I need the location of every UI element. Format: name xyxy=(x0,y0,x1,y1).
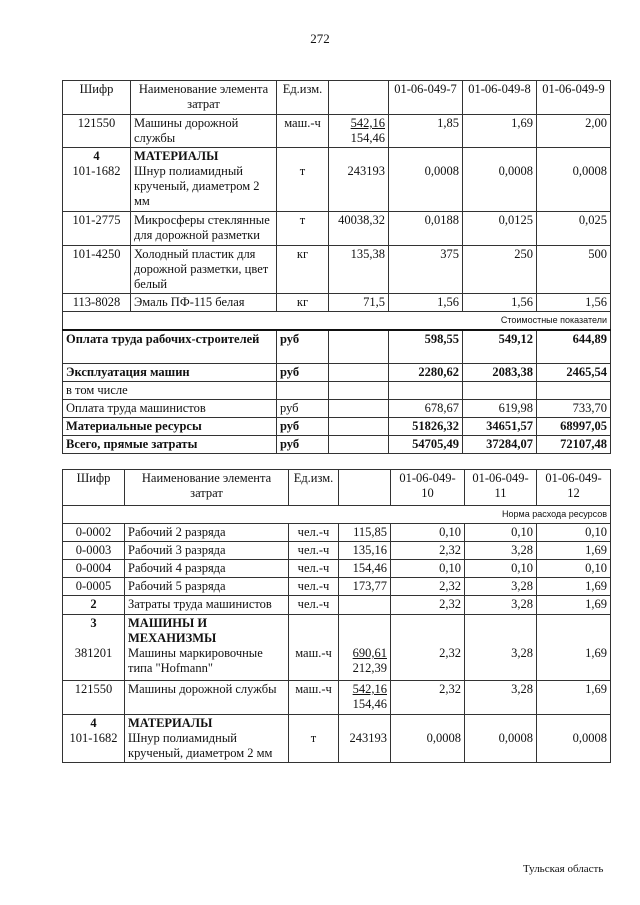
header-price xyxy=(329,81,389,115)
summary-empty xyxy=(329,417,389,435)
summary-label: Эксплуатация машин xyxy=(63,363,277,381)
row-name: МАШИНЫ И МЕХАНИЗМЫ Машины маркировочные типа "Hofmann" xyxy=(125,615,289,681)
row-code: 3 381201 xyxy=(63,615,125,681)
row-value-3: 1,69 xyxy=(537,596,611,615)
summary-value-3: 733,70 xyxy=(537,399,611,417)
price-primary: 542,16 xyxy=(352,682,387,696)
summary-value-1: 54705,49 xyxy=(389,435,463,453)
row-value-1: 2,32 xyxy=(391,596,465,615)
row-value-2: 250 xyxy=(463,246,537,294)
section-number: 4 xyxy=(93,149,100,163)
row-name: МАТЕРИАЛЫ Шнур полиамидный крученый, диаметром 2 мм xyxy=(125,715,289,763)
resource-table-1 xyxy=(62,80,611,454)
section-number: 4 xyxy=(90,716,97,730)
header-norm-11: 01-06-049-11 xyxy=(465,470,537,506)
summary-row xyxy=(63,435,611,453)
row-unit: чел.-ч xyxy=(289,596,339,615)
caption-row xyxy=(63,312,611,331)
header-name: Наименование элемента затрат xyxy=(125,470,289,506)
row-code: 113-8028 xyxy=(63,294,131,312)
row-name: Микросферы стеклянные для дорожной разметки xyxy=(131,212,277,246)
summary-label: Оплата труда машинистов xyxy=(63,399,277,417)
row-value-1: 1,56 xyxy=(389,294,463,312)
summary-label: Оплата труда рабочих-строителей xyxy=(63,330,277,363)
summary-value-3: 72107,48 xyxy=(537,435,611,453)
summary-value-3: 68997,05 xyxy=(537,417,611,435)
summary-empty xyxy=(329,435,389,453)
row-value-2: 0,10 xyxy=(465,524,537,542)
row-value-2: 0,10 xyxy=(465,560,537,578)
price-secondary: 212,39 xyxy=(352,661,387,675)
header-norm-10: 01-06-049-10 xyxy=(391,470,465,506)
summary-value-2 xyxy=(463,381,537,399)
price-secondary: 154,46 xyxy=(350,131,385,145)
header-unit: Ед.изм. xyxy=(277,81,329,115)
row-code: 101-2775 xyxy=(63,212,131,246)
row-value-3: 0,10 xyxy=(537,560,611,578)
table-row xyxy=(63,578,611,596)
table-row xyxy=(63,596,611,615)
row-value-1: 1,85 xyxy=(389,115,463,148)
summary-empty xyxy=(329,330,389,363)
summary-unit: руб xyxy=(277,330,329,363)
cost-caption: Стоимостные показатели xyxy=(63,312,611,331)
summary-value-1: 598,55 xyxy=(389,330,463,363)
header-norm-8: 01-06-049-8 xyxy=(463,81,537,115)
row-unit: т xyxy=(277,148,329,212)
row-value-2: 0,0008 xyxy=(465,715,537,763)
row-value-3: 0,025 xyxy=(537,212,611,246)
summary-value-3: 644,89 xyxy=(537,330,611,363)
summary-unit xyxy=(277,381,329,399)
summary-label: в том числе xyxy=(63,381,277,399)
summary-row xyxy=(63,330,611,363)
row-value-2: 3,28 xyxy=(465,542,537,560)
row-value-3: 500 xyxy=(537,246,611,294)
summary-row xyxy=(63,381,611,399)
header-norm-12: 01-06-049-12 xyxy=(537,470,611,506)
row-unit: маш.-ч xyxy=(289,615,339,681)
header-name: Наименование элемента затрат xyxy=(131,81,277,115)
row-value-3: 1,69 xyxy=(537,578,611,596)
row-name: Рабочий 3 разряда xyxy=(125,542,289,560)
row-price xyxy=(339,596,391,615)
row-value-3: 1,69 xyxy=(537,542,611,560)
table-row xyxy=(63,542,611,560)
row-name: МАТЕРИАЛЫ Шнур полиамидный крученый, диаметром 2 мм xyxy=(131,148,277,212)
table-row xyxy=(63,615,611,681)
row-price: 40038,32 xyxy=(329,212,389,246)
table-row xyxy=(63,560,611,578)
row-unit: маш.-ч xyxy=(277,115,329,148)
row-price: 154,46 xyxy=(339,560,391,578)
row-price xyxy=(329,115,389,148)
summary-label: Материальные ресурсы xyxy=(63,417,277,435)
section-title: МАТЕРИАЛЫ xyxy=(128,716,213,730)
summary-unit: руб xyxy=(277,417,329,435)
row-unit: кг xyxy=(277,294,329,312)
summary-value-1: 2280,62 xyxy=(389,363,463,381)
summary-value-2: 619,98 xyxy=(463,399,537,417)
row-unit: маш.-ч xyxy=(289,681,339,715)
section-title: МАТЕРИАЛЫ xyxy=(134,149,219,163)
row-code: 0-0004 xyxy=(63,560,125,578)
row-price: 243193 xyxy=(329,148,389,212)
table-row xyxy=(63,294,611,312)
row-price: 115,85 xyxy=(339,524,391,542)
table-header xyxy=(63,470,611,506)
row-value-3: 0,0008 xyxy=(537,715,611,763)
norm-caption: Норма расхода ресурсов xyxy=(63,506,611,524)
summary-value-1: 678,67 xyxy=(389,399,463,417)
row-name: Рабочий 5 разряда xyxy=(125,578,289,596)
row-name: Машины дорожной службы xyxy=(131,115,277,148)
footer-region: Тульская область xyxy=(523,863,604,875)
row-code: 121550 xyxy=(63,115,131,148)
caption-row xyxy=(63,506,611,524)
row-value-3: 1,69 xyxy=(537,681,611,715)
summary-value-3 xyxy=(537,381,611,399)
row-value-1: 2,32 xyxy=(391,681,465,715)
table-row xyxy=(63,115,611,148)
summary-unit: руб xyxy=(277,399,329,417)
row-name: Эмаль ПФ-115 белая xyxy=(131,294,277,312)
row-value-1: 375 xyxy=(389,246,463,294)
row-name: Рабочий 2 разряда xyxy=(125,524,289,542)
row-value-2: 1,69 xyxy=(463,115,537,148)
row-value-3: 2,00 xyxy=(537,115,611,148)
row-value-1: 2,32 xyxy=(391,578,465,596)
summary-empty xyxy=(329,381,389,399)
row-unit: т xyxy=(277,212,329,246)
row-value-2: 0,0008 xyxy=(463,148,537,212)
row-price xyxy=(339,681,391,715)
row-price: 135,38 xyxy=(329,246,389,294)
row-code: 4 101-1682 xyxy=(63,715,125,763)
row-price: 135,16 xyxy=(339,542,391,560)
row-value-2: 3,28 xyxy=(465,578,537,596)
row-unit: кг xyxy=(277,246,329,294)
row-price: 173,77 xyxy=(339,578,391,596)
row-code: 121550 xyxy=(63,681,125,715)
row-name: Машины дорожной службы xyxy=(125,681,289,715)
summary-value-1: 51826,32 xyxy=(389,417,463,435)
row-price xyxy=(339,615,391,681)
table-row xyxy=(63,715,611,763)
row-unit: т xyxy=(289,715,339,763)
summary-row xyxy=(63,399,611,417)
row-value-1: 2,32 xyxy=(391,615,465,681)
table-header xyxy=(63,81,611,115)
row-value-1: 0,0008 xyxy=(389,148,463,212)
summary-value-1 xyxy=(389,381,463,399)
row-code: 0-0003 xyxy=(63,542,125,560)
row-code: 4 101-1682 xyxy=(63,148,131,212)
row-code: 0-0005 xyxy=(63,578,125,596)
row-value-3: 1,69 xyxy=(537,615,611,681)
summary-row xyxy=(63,417,611,435)
summary-value-2: 549,12 xyxy=(463,330,537,363)
summary-value-3: 2465,54 xyxy=(537,363,611,381)
row-value-2: 3,28 xyxy=(465,596,537,615)
row-value-3: 1,56 xyxy=(537,294,611,312)
row-value-1: 0,10 xyxy=(391,560,465,578)
header-unit: Ед.изм. xyxy=(289,470,339,506)
header-norm-9: 01-06-049-9 xyxy=(537,81,611,115)
header-norm-7: 01-06-049-7 xyxy=(389,81,463,115)
row-unit: чел.-ч xyxy=(289,560,339,578)
row-price: 71,5 xyxy=(329,294,389,312)
row-value-2: 0,0125 xyxy=(463,212,537,246)
summary-unit: руб xyxy=(277,435,329,453)
price-primary: 542,16 xyxy=(350,116,385,130)
row-name: Рабочий 4 разряда xyxy=(125,560,289,578)
summary-value-2: 2083,38 xyxy=(463,363,537,381)
row-name: Затраты труда машинистов xyxy=(125,596,289,615)
section-number: 2 xyxy=(63,596,125,615)
row-unit: чел.-ч xyxy=(289,524,339,542)
row-price: 243193 xyxy=(339,715,391,763)
header-code: Шифр xyxy=(63,470,125,506)
summary-value-2: 34651,57 xyxy=(463,417,537,435)
header-price xyxy=(339,470,391,506)
summary-value-2: 37284,07 xyxy=(463,435,537,453)
row-value-1: 0,10 xyxy=(391,524,465,542)
table-row xyxy=(63,246,611,294)
summary-unit: руб xyxy=(277,363,329,381)
section-title: МАШИНЫ И МЕХАНИЗМЫ xyxy=(128,616,217,645)
header-code: Шифр xyxy=(63,81,131,115)
table-row xyxy=(63,524,611,542)
resource-table-2 xyxy=(62,469,611,763)
summary-empty xyxy=(329,363,389,381)
row-value-2: 1,56 xyxy=(463,294,537,312)
row-name: Холодный пластик для дорожной разметки, цвет белый xyxy=(131,246,277,294)
summary-label: Всего, прямые затраты xyxy=(63,435,277,453)
row-value-3: 0,10 xyxy=(537,524,611,542)
row-code: 101-4250 xyxy=(63,246,131,294)
row-unit: чел.-ч xyxy=(289,542,339,560)
table-row xyxy=(63,212,611,246)
price-secondary: 154,46 xyxy=(352,697,387,711)
row-value-2: 3,28 xyxy=(465,615,537,681)
table-row xyxy=(63,148,611,212)
row-code: 0-0002 xyxy=(63,524,125,542)
table-row xyxy=(63,681,611,715)
page-number: 272 xyxy=(310,31,330,46)
row-value-1: 0,0008 xyxy=(391,715,465,763)
price-primary: 690,61 xyxy=(352,646,387,660)
row-value-1: 2,32 xyxy=(391,542,465,560)
row-value-3: 0,0008 xyxy=(537,148,611,212)
row-unit: чел.-ч xyxy=(289,578,339,596)
row-value-2: 3,28 xyxy=(465,681,537,715)
row-value-1: 0,0188 xyxy=(389,212,463,246)
section-number: 3 xyxy=(90,616,97,630)
summary-row xyxy=(63,363,611,381)
summary-empty xyxy=(329,399,389,417)
